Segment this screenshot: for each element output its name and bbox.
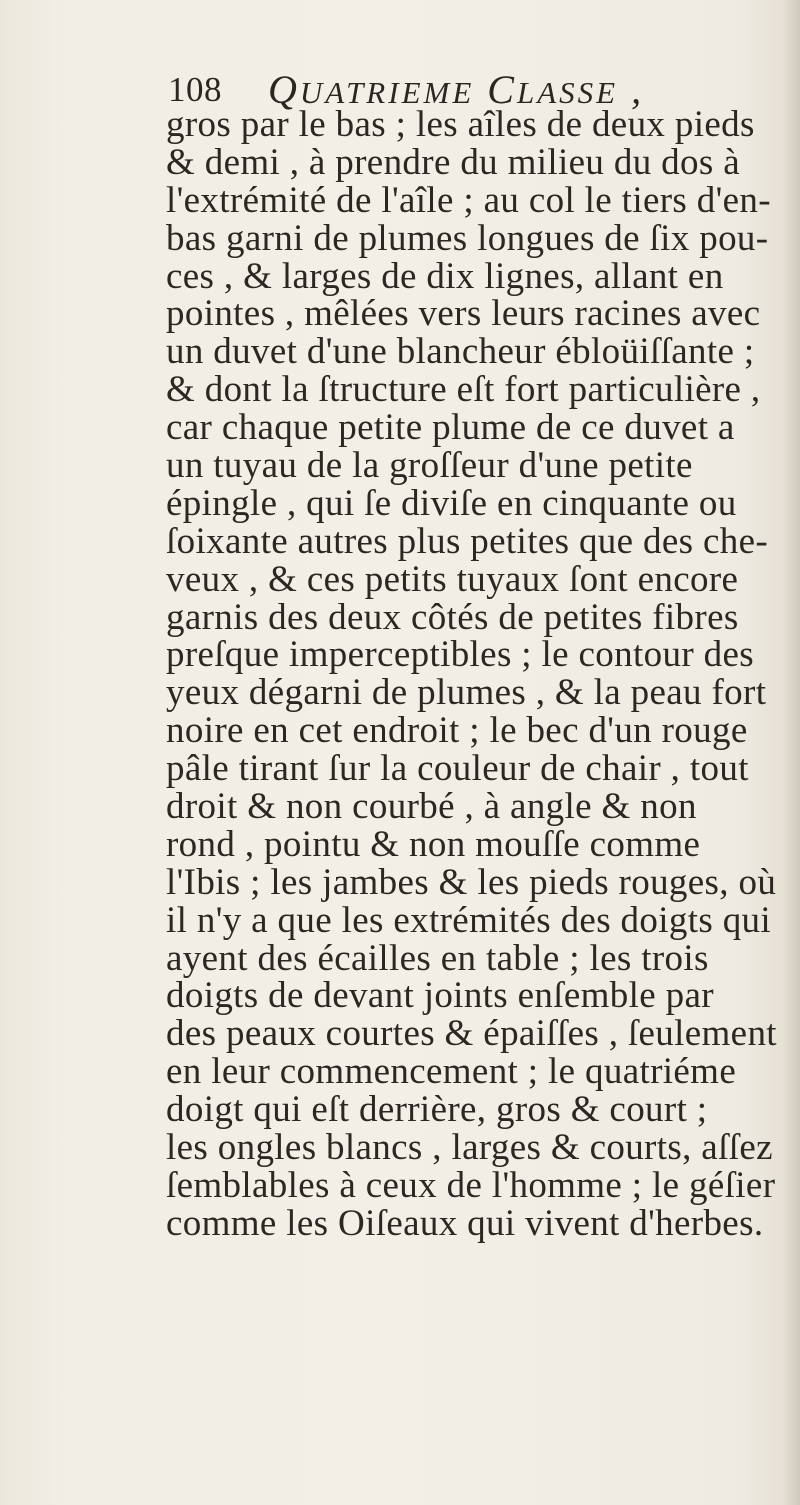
text-line-1: gros par le bas ; les aîles de deux pieds [166,104,755,145]
text-line-18: pâle tirant ſur la couleur de chair , tout [166,748,749,790]
text-line-2: & demi , à prendre du milieu du dos à [166,141,740,183]
text-line-27: doigt qui eſt derrière, gros & court ; [166,1089,708,1131]
text-line-7: un duvet d'une blancheur ébloüiſſante ; [166,331,755,373]
title-suffix: , [618,67,645,112]
text-line-12: ſoixante autres plus petites que des che- [166,520,769,562]
text-line-11: épingle , qui ſe diviſe en cinquante ou [166,482,737,524]
text-line-13: veux , & ces petits tuyaux ſont encore [166,558,739,600]
text-line-23: ayent des écailles en table ; les trois [166,937,709,979]
text-line-19: droit & non courbé , à angle & non [166,786,697,828]
text-line-20: rond , pointu & non mouſſe comme [166,823,701,865]
text-line-10: un tuyau de la groſſeur d'une petite [166,445,693,487]
text-line-30: comme les Oiſeaux qui vivent d'herbes. [166,1202,764,1244]
text-line-15: preſque imperceptibles ; le contour des [166,634,754,676]
text-line-14: garnis des deux côtés de petites fibres [166,596,739,638]
text-line-9: car chaque petite plume de ce duvet a [166,407,735,449]
text-line-16: yeux dégarni de plumes , & la peau fort [166,672,767,714]
text-line-5: ces , & larges de dix lignes, allant en [166,255,724,297]
title-first-letter: Q [268,67,300,112]
text-line-6: pointes , mêlées vers leurs racines avec [166,293,761,335]
text-line-3: l'extrémité de l'aîle ; au col le tiers d'en- [166,179,771,221]
text-line-25: des peaux courtes & épaiſſes , ſeulement [166,1013,777,1055]
title-second-letter: C [487,67,517,112]
text-line-29: ſemblables à ceux de l'homme ; le géſier [166,1164,776,1206]
text-line-24: doigts de devant joints enſemble par [166,975,714,1017]
text-line-22: il n'y a que les extrémités des doigts qui [166,899,772,941]
text-line-21: l'Ibis ; les jambes & les pieds rouges, où [166,861,777,903]
body-text [166,106,798,1243]
text-line-8: & dont la ſtructure eſt fort particulière , [166,369,761,411]
text-line-28: les ongles blancs , larges & courts, aſſez [166,1127,773,1169]
title-second-rest: LASSE [516,75,619,110]
title-first-rest: UATRIEME [299,75,475,110]
page-number: 108 [168,70,222,109]
text-line-26: en leur commencement ; le quatriéme [166,1051,737,1093]
text-line-4: bas garni de plumes longues de ſix pou- [166,217,769,259]
text-line-17: noire en cet endroit ; le bec d'un rouge [166,710,748,752]
